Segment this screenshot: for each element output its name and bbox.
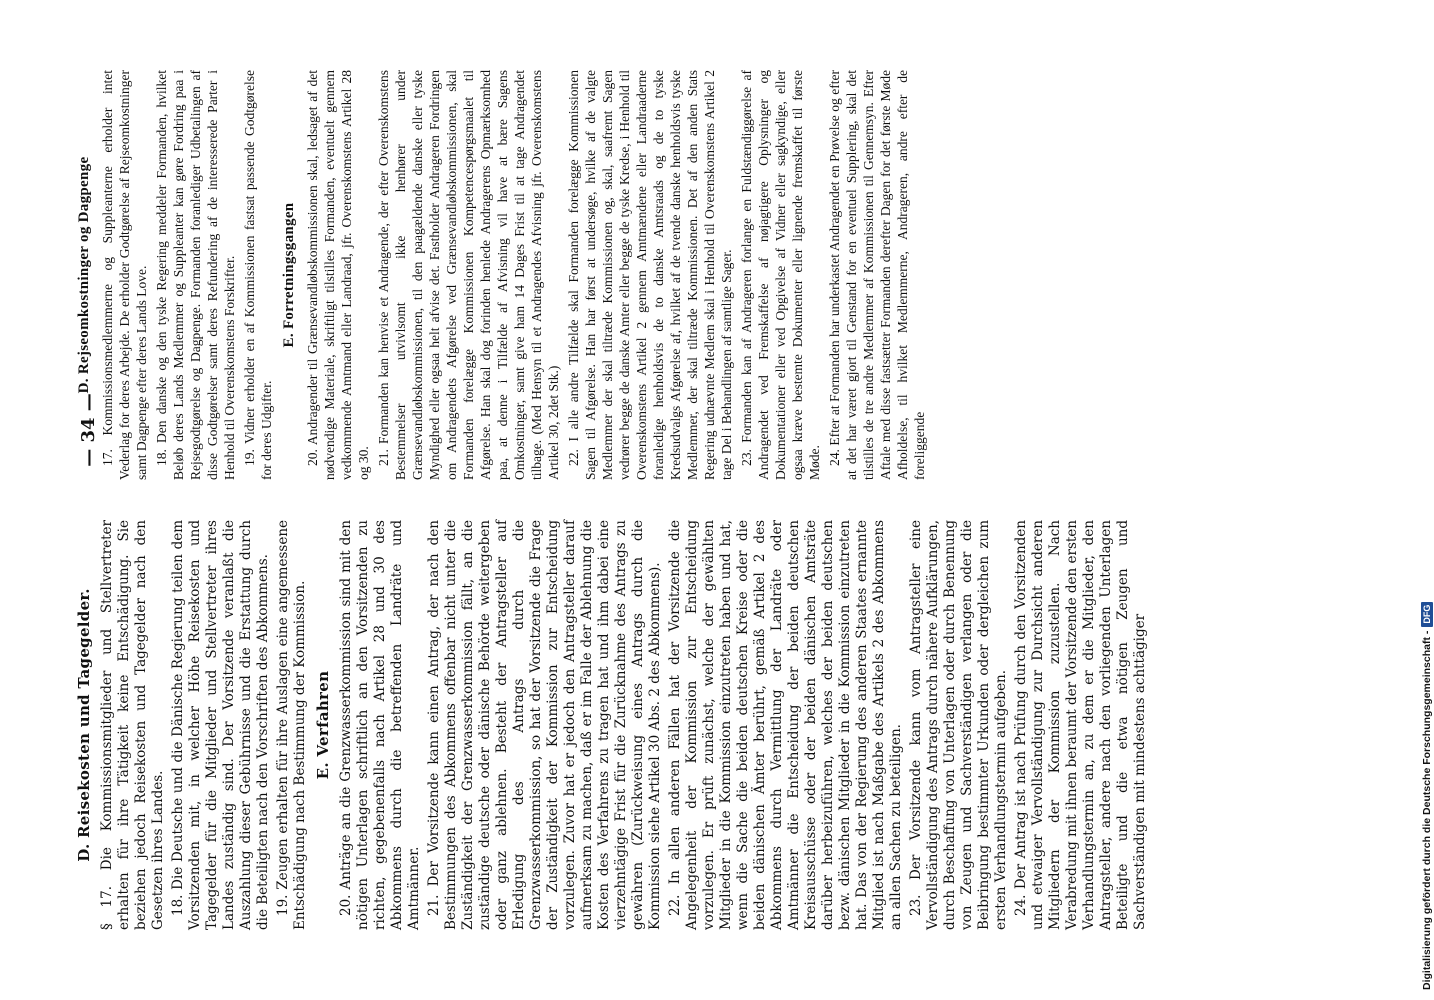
danish-paragraph-17: 17. Kommissionsmedlemmerne og Suppleanterne erholder intet Vederlag for deres Arbejde. De erholder Godtgørelse af Rejseomkostninger samt Dagpenge efter deres Lands Love.: [100, 70, 149, 480]
page-number: — 34 —: [78, 393, 99, 467]
german-paragraph-21: 21. Der Vorsitzende kann einen Antrag, der nach den Bestimmungen des Abkommens offenbar nicht unter die Zuständigkeit der Grenzwasserkommission fällt, an die zuständige deutsche oder dänische Behörde weitergeben oder ganz ablehnen. Besteht der Antragsteller auf Erledigung des Antrags durch die Grenzwasserkommission, so hat der Vorsitzende die Frage der Zuständigkeit der Kommission zur Entscheidung vorzulegen. Zuvor hat er jedoch den Antragsteller darauf aufmerksam zu machen, daß er im Falle der Ablehnung die Kosten des Verfahrens zu tragen hat und ihm dabei eine vierzehntägige Frist für die Zurücknahme des Antrags zu gewähren (Zurückweisung eines Antrags durch die Kommission siehe Artikel 30 Abs. 2 des Abkommens).: [426, 520, 663, 930]
dfg-logo: DFG: [1421, 602, 1433, 627]
danish-paragraph-21: 21. Formanden kan henvise et Andragende, der efter Overenskomstens Bestemmelser utvivlsomt ikke henhører under Grænsevandløbskommissionen, til den paagældende danske eller tyske Myndighed eller ogsaa helt afvise det. Fastholder Andrageren Fordringen om Andragendets Afgørelse ved Grænsevandløbskommissionen, skal Formanden forelægge Kommissionen Kompetencespørgsmaalet til Afgørelse. Han skal dog forinden henlede Andragerens Opmærksomhed paa, at denne i Tilfælde af Afvisning vil have at bære Sagens Omkostninger, samt give ham 14 Dages Frist til at tage Andragendet tilbage. (Med Hensyn til et Andragendes Afvisning jfr. Overenskomstens Artikel 30, 2det Stk.): [376, 70, 561, 480]
danish-paragraph-18: 18. Den danske og den tyske Regering meddeler Formanden, hvilket Beløb deres Lands Medlemmer og Suppleanter kan gøre Fordring paa i Rejsegodtgørelse og Dagpenge. Formanden foranlediger Udbetalingen af disse Godtgørelser samt deres Refundering af de interesserede Parter i Henhold til Overenskomstens Forskrifter.: [154, 70, 237, 480]
german-paragraph-18: 18. Die Deutsche und die Dänische Regierung teilen dem Vorsitzenden mit, in welcher Höhe Reisekosten und Tagegelder für die Mitglieder und Stellvertreter ihres Landes zuständig sind. Der Vorsitzende veranlaßt die Auszahlung dieser Gebührnisse und die Erstattung durch die Beteiligten nach den Vorschriften des Abkommens.: [170, 520, 271, 930]
danish-paragraph-19: 19. Vidner erholder en af Kommissionen fastsat passende Godtgørelse for deres Udgifter.: [242, 70, 274, 480]
danish-paragraph-23: 23. Formanden kan af Andrageren forlange en Fuldstændiggørelse af Andragendet ved Fremskaffelse af nøjagtigere Oplysninger og Dokumentationer eller ved Opgivelse af Vidner eller sagkyndige, eller ogsaa kræve bestemte Dokumenter eller lignende fremskaffet til første Møde.: [739, 70, 822, 480]
german-paragraph-24: 24. Der Antrag ist nach Prüfung durch den Vorsitzenden und etwaiger Vervollständigung zur Durchsicht anderen Mitgliedern der Kommission zuzustellen. Nach Verabredung mit ihnen beraumt der Vorsitzende den ersten Verhandlungstermin an, zu dem er die Mitglieder, den Antragsteller, andere nach den vorliegenden Unterlagen Beteiligte und die etwa nötigen Zeugen und Sachverständigen mit mindestens achttägiger: [1013, 520, 1148, 930]
danish-section-d-heading: D. Rejseomkostninger og Dagpenge: [76, 156, 92, 394]
danish-paragraph-22: 22. I alle andre Tilfælde skal Formanden forelægge Kommissionen Sagen til Afgørelse. Han har først at undersøge, hvilke af de valgte Medlemmer der skal tiltræde Kommissionen og, skal, saafremt Sagen vedrører begge de danske Amter eller begge de tyske Kredse, i Henhold til Overenskomstens Artikel 2 gennem Amtmændene eller Landraaderne foranledige henholdsvis de to danske Amtsraads og de to tyske Kredsudvalgs Afgørelse af, hvilket af de tvende danske henholdsvis tyske Medlemmer, der skal tiltræde Kommissionen. Det af den anden Stats Regering udnævnte Medlem skal i Henhold til Overenskomstens Artikel 2 tage Del i Behandlingen af samtlige Sager.: [566, 70, 734, 480]
german-section-e-heading: E. Verfahren: [314, 670, 332, 780]
rotated-page-scan: [70, 70, 1148, 930]
german-column: [70, 520, 1148, 930]
german-paragraph-20: 20. Anträge an die Grenzwasserkommission sind mit den nötigen Unterlagen schriftlich an den Vorsitzenden zu richten, gegebenenfalls nach Artikel 28 und 30 des Abkommens durch die betreffenden Landräte und Amtmänner.: [338, 520, 422, 930]
credit-text: Digitalisierung gefördert durch die Deutsche Forschungsgemeinschaft -: [1421, 630, 1433, 990]
german-section-d-heading: D. Reisekosten und Tagegelder.: [75, 588, 93, 862]
german-paragraph-23: 23. Der Vorsitzende kann vom Antragsteller eine Vervollständigung des Antrags durch nähere Aufklärungen, durch Beschaffung von Unterlagen oder durch Benennung von Zeugen und Sachverständigen verlangen oder die Beibringung bestimmter Urkunden oder dergleichen zum ersten Verhandlungstermin aufgeben.: [908, 520, 1009, 930]
german-paragraph-22: 22. In allen anderen Fällen hat der Vorsitzende die Angelegenheit der Kommission zur Entscheidung vorzulegen. Er prüft zunächst, welche der gewählten Mitglieder in die Kommission einzutreten haben und hat, wenn die Sache die beiden deutschen Kreise oder die beiden dänischen Ämter berührt, gemäß Artikel 2 des Abkommens durch Vermittlung der Landräte oder Amtmänner die Entscheidung der beiden deutschen Kreisausschüsse oder der beiden dänischen Amtsräte darüber herbeizuführen, welches der beiden deutschen bezw. dänischen Mitglieder in die Kommission einzutreten hat. Das von der Regierung des anderen Staates ernannte Mitglied ist nach Maßgabe des Artikels 2 des Abkommens an allen Sachen zu beteiligen.: [667, 520, 904, 930]
danish-section-e-heading: E. Forretningsgangen: [281, 202, 297, 348]
german-paragraph-19: 19. Zeugen erhalten für ihre Auslagen eine angemessene Entschädigung nach Bestimmung der Kommission.: [275, 520, 308, 930]
digitization-credit: [1420, 0, 1434, 990]
danish-column: [70, 70, 927, 480]
german-paragraph-17: § 17. Die Kommissionsmitglieder und Stellvertreter erhalten für ihre Tätigkeit keine Entschädigung. Sie beziehen jedoch Reisekosten und Tagegelder nach den Gesetzen ihres Landes.: [99, 520, 166, 930]
danish-paragraph-20: 20. Andragender til Grænsevandløbskommissionen skal, ledsaget af det nødvendige Materiale, skriftligt tilstilles Formanden, eventuelt gennem vedkommende Amtmand eller Landraad, jfr. Overenskomstens Artikel 28 og 30.: [305, 70, 371, 480]
danish-paragraph-24: 24. Efter at Formanden har underkastet Andragendet en Prøvelse og efter at det har været gjort til Genstand for en eventuel Supplering, skal det tilstilles de tre andre Medlemmer af Kommissionen til Gennemsyn. Efter Aftale med disse fastsætter Formanden derefter Dagen for det første Møde Afholdelse, til hvilket Medlemmerne, Andrageren, andre efter de foreliggende: [827, 70, 927, 480]
